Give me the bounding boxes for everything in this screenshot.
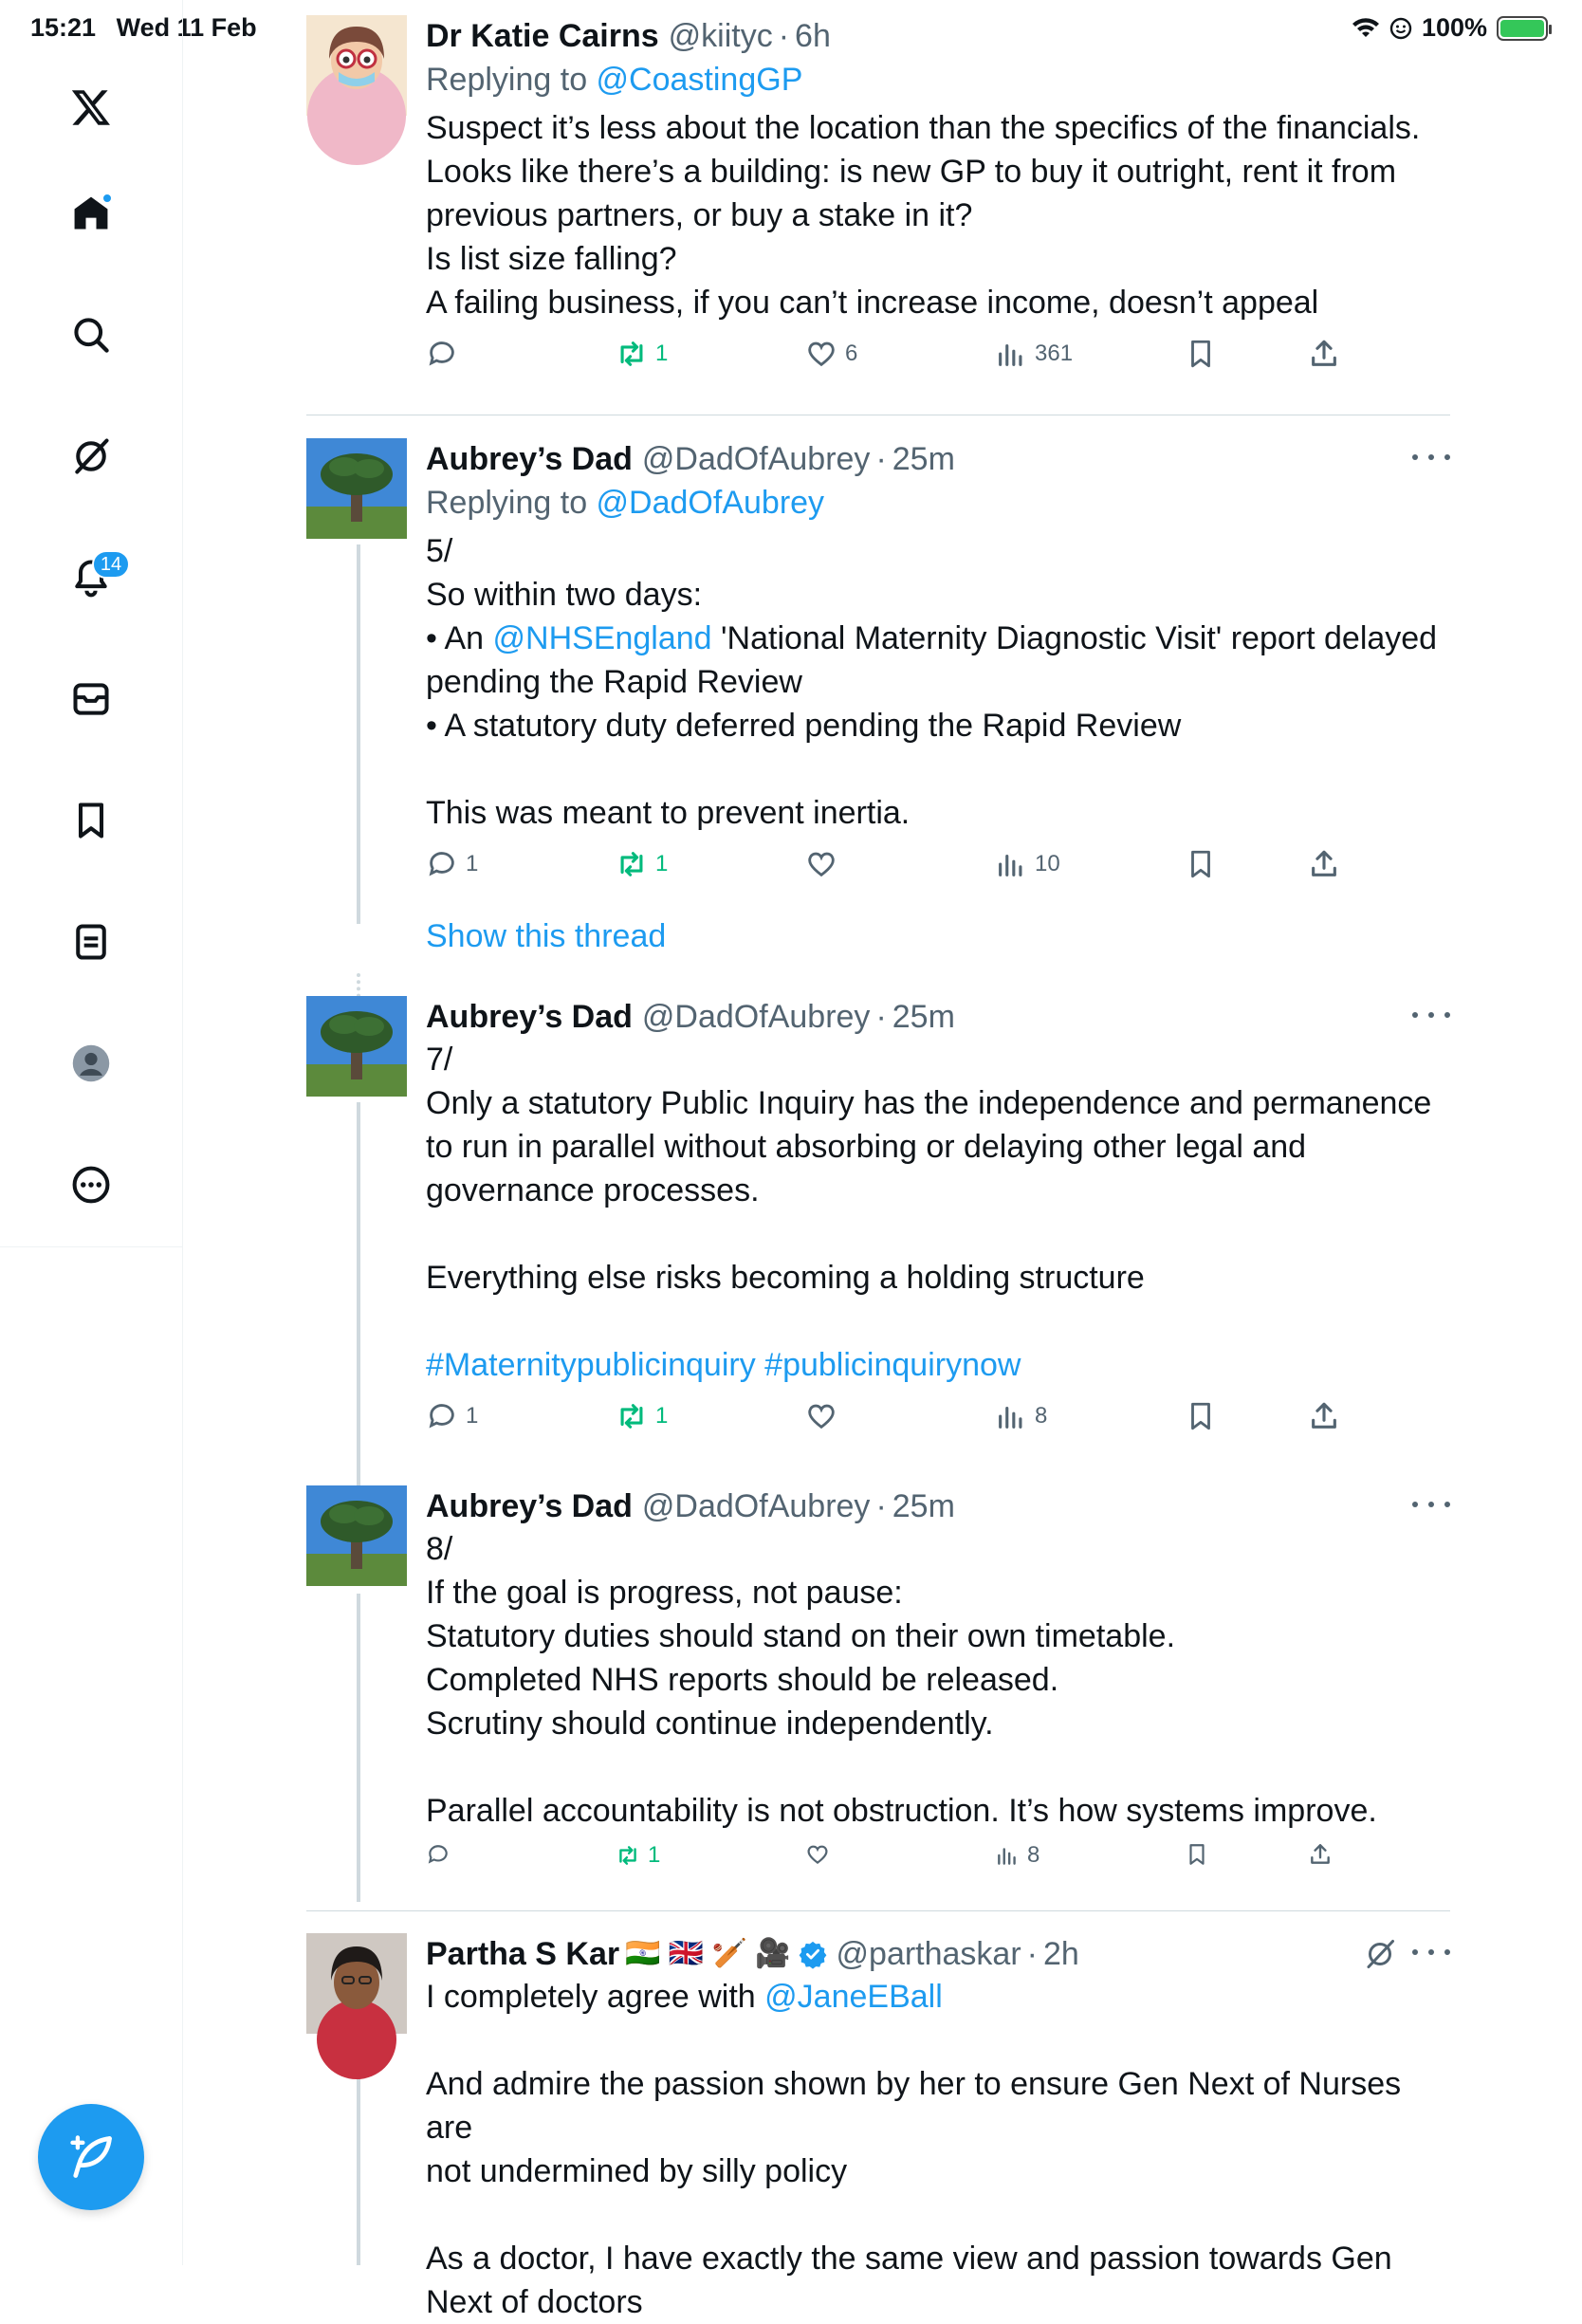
tweet-line: Looks like there’s a building: is new GP to buy it outright, rent it from	[426, 154, 1397, 190]
sidebar-divider	[0, 1246, 183, 1247]
tweet-line: pending the Rapid Review	[426, 664, 802, 700]
reply-button[interactable]	[426, 1400, 478, 1432]
grok-icon[interactable]	[58, 423, 124, 489]
tweet-line: Parallel accountability is not obstruction. It’s how systems improve.	[426, 1793, 1377, 1829]
reply-count: 1	[466, 851, 479, 876]
like-button[interactable]	[805, 848, 845, 880]
thread-line	[357, 1594, 360, 1902]
mention-link[interactable]: @JaneEBall	[764, 1979, 943, 2015]
tweet-text	[426, 106, 1450, 324]
bookmark-icon	[1185, 848, 1217, 880]
share-icon	[1308, 1400, 1340, 1432]
views-icon	[995, 1843, 1020, 1868]
views-icon	[995, 848, 1027, 880]
author-name[interactable]: Dr Katie Cairns	[426, 18, 659, 54]
avatar[interactable]	[306, 1485, 407, 1586]
share-icon	[1308, 848, 1340, 880]
search-icon[interactable]	[58, 302, 124, 368]
heart-icon	[805, 848, 837, 880]
avatar[interactable]	[306, 15, 407, 116]
view-count: 8	[1035, 1403, 1048, 1429]
tweet-line: 7/	[426, 1042, 453, 1078]
views-button[interactable]	[995, 338, 1073, 370]
replying-to	[426, 480, 1450, 526]
tweet-time[interactable]: 2h	[1043, 1936, 1079, 1972]
retweet-button[interactable]	[616, 338, 668, 370]
mention-link[interactable]: @DadOfAubrey	[596, 485, 825, 521]
tweet-line	[426, 1745, 1450, 1789]
tweet-time[interactable]: 25m	[892, 441, 955, 477]
tweet-actions	[426, 338, 1450, 379]
tweet-line: Suspect it’s less about the location than the specifics of the financials.	[426, 110, 1421, 146]
more-options-button[interactable]	[1412, 1493, 1450, 1516]
tweet-line: So within two days:	[426, 577, 703, 613]
tweet-line: previous partners, or buy a stake in it?	[426, 197, 973, 233]
timeline	[183, 0, 1582, 2320]
bookmark-button[interactable]	[1185, 848, 1217, 880]
tweet-line-text: I completely agree with	[426, 1979, 765, 2015]
separator-dot: ·	[1026, 1936, 1038, 1972]
tweet-divider	[306, 1910, 1450, 1911]
tweet-line: Is list size falling?	[426, 241, 677, 277]
compose-feather-icon	[66, 2132, 116, 2182]
bookmark-button[interactable]	[1185, 338, 1217, 370]
retweet-icon	[616, 338, 648, 370]
avatar[interactable]	[306, 438, 407, 539]
verified-badge-icon	[799, 1940, 827, 1968]
home-unread-dot	[101, 193, 113, 204]
author-name[interactable]: Aubrey’s Dad	[426, 1488, 633, 1524]
more-options-button[interactable]	[1412, 446, 1450, 469]
status-date: Wed 11 Feb	[116, 13, 257, 42]
author-name[interactable]: Aubrey’s Dad	[426, 441, 633, 477]
reply-button[interactable]	[426, 1842, 458, 1867]
tweet-line: governance processes.	[426, 1172, 760, 1208]
tweet-line	[426, 1975, 1450, 2019]
grok-icon[interactable]	[1363, 1937, 1397, 1971]
tweet-line: Next of doctors	[426, 2284, 643, 2320]
author-handle[interactable]: @kiityc	[668, 18, 773, 54]
tweet-actions	[426, 1400, 1450, 1442]
more-options-button[interactable]	[1412, 1941, 1450, 1964]
tweet-text	[426, 1527, 1450, 1833]
like-button[interactable]	[805, 1400, 845, 1432]
share-button[interactable]	[1308, 338, 1340, 370]
bookmark-icon	[1185, 338, 1217, 370]
separator-dot: ·	[875, 441, 887, 477]
heart-icon	[805, 338, 837, 370]
tweet-text	[426, 1038, 1450, 1387]
thread-line	[357, 544, 360, 924]
tweet-line: Completed NHS reports should be released.	[426, 1662, 1059, 1698]
heart-icon	[805, 1842, 830, 1867]
tweet-line	[426, 2193, 1450, 2237]
tweet-line: Everything else risks becoming a holding structure	[426, 1260, 1145, 1296]
tweet-actions	[426, 1842, 1450, 1884]
x-logo[interactable]	[58, 74, 124, 140]
retweet-button[interactable]	[616, 1842, 660, 1869]
view-count: 10	[1035, 851, 1060, 876]
reply-icon	[426, 338, 458, 370]
tweet-text	[426, 529, 1450, 835]
more-icon[interactable]	[58, 1152, 124, 1218]
tweet-line: As a doctor, I have exactly the same view and passion towards Gen	[426, 2241, 1392, 2277]
tweet-line	[426, 2019, 1450, 2062]
reply-icon	[426, 1400, 458, 1432]
tweet-line: 8/	[426, 1531, 453, 1567]
profile-icon[interactable]	[58, 1030, 124, 1097]
retweet-count: 1	[655, 341, 669, 366]
tweet-line	[426, 1212, 1450, 1256]
tweet-time[interactable]: 25m	[892, 1488, 955, 1524]
tweet-line-text: 'National Maternity Diagnostic Visit' report delayed	[711, 620, 1438, 656]
tweet-text	[426, 1975, 1450, 2324]
reply-count: 1	[466, 1403, 479, 1429]
battery-percent: 100%	[1421, 13, 1487, 42]
mention-link[interactable]: @CoastingGP	[596, 62, 803, 98]
tweet-time[interactable]: 6h	[795, 18, 831, 54]
show-thread-link[interactable]: Show this thread	[426, 918, 667, 954]
views-button[interactable]	[995, 1842, 1039, 1869]
tweet-line: Statutory duties should stand on their own timetable.	[426, 1618, 1176, 1654]
mention-link[interactable]: @NHSEngland	[492, 620, 712, 656]
reply-button[interactable]	[426, 338, 466, 370]
separator-dot: ·	[875, 999, 887, 1035]
more-options-button[interactable]	[1412, 1004, 1450, 1026]
views-icon	[995, 338, 1027, 370]
bookmarks-icon[interactable]	[58, 787, 124, 854]
retweet-icon	[616, 1400, 648, 1432]
avatar[interactable]	[306, 1933, 407, 2034]
tweet-line: And admire the passion shown by her to ensure Gen Next of Nurses are	[426, 2066, 1402, 2146]
lists-icon[interactable]	[58, 909, 124, 975]
status-time: 15:21	[30, 13, 97, 42]
compose-button[interactable]	[38, 2104, 144, 2210]
retweet-count: 1	[655, 1403, 669, 1429]
tweet-line: to run in parallel without absorbing or delaying other legal and	[426, 1129, 1307, 1165]
views-icon	[995, 1400, 1027, 1432]
bookmark-button[interactable]	[1185, 1842, 1209, 1867]
reply-icon	[426, 1842, 451, 1867]
retweet-count: 1	[648, 1842, 661, 1868]
tweet-line-text: • An	[426, 620, 493, 656]
retweet-button[interactable]	[616, 1400, 668, 1432]
views-button[interactable]	[995, 1400, 1047, 1432]
tweet-line: A failing business, if you can’t increase income, doesn’t appeal	[426, 285, 1319, 321]
bookmark-button[interactable]	[1185, 1400, 1217, 1432]
bookmark-icon	[1185, 1842, 1209, 1867]
bookmark-icon	[1185, 1400, 1217, 1432]
tweet-line: Only a statutory Public Inquiry has the independence and permanence	[426, 1085, 1432, 1121]
replying-to-label: Replying to	[426, 62, 597, 98]
notifications-badge: 14	[92, 550, 130, 579]
author-handle[interactable]: @DadOfAubrey	[641, 999, 871, 1035]
reply-icon	[426, 848, 458, 880]
like-button[interactable]	[805, 338, 857, 370]
tweet-time[interactable]: 25m	[892, 999, 955, 1035]
tweet-line: Scrutiny should continue independently.	[426, 1706, 994, 1742]
thread-line	[357, 1102, 360, 1491]
share-button[interactable]	[1308, 1400, 1340, 1432]
replying-to-label: Replying to	[426, 485, 597, 521]
tweet-line: • A statutory duty deferred pending the Rapid Review	[426, 708, 1182, 744]
view-count: 8	[1027, 1842, 1040, 1868]
tweet-line	[426, 617, 1450, 660]
author-handle[interactable]: @DadOfAubrey	[641, 441, 871, 477]
notifications-icon[interactable]	[58, 544, 124, 611]
heart-icon	[805, 1400, 837, 1432]
retweet-icon	[616, 1843, 640, 1868]
like-count: 6	[845, 341, 858, 366]
share-button[interactable]	[1308, 848, 1340, 880]
replying-to	[426, 57, 1450, 102]
retweet-icon	[616, 848, 648, 880]
author-name[interactable]: Aubrey’s Dad	[426, 999, 633, 1035]
tweet-line	[426, 1300, 1450, 1343]
tweet-line: not undermined by silly policy	[426, 2153, 848, 2189]
tweet-line: 5/	[426, 533, 453, 569]
share-icon	[1308, 1842, 1333, 1867]
tweet-line: This was meant to prevent inertia.	[426, 795, 911, 831]
share-icon	[1308, 338, 1340, 370]
author-handle[interactable]: @DadOfAubrey	[641, 1488, 871, 1524]
separator-dot: ·	[875, 1488, 887, 1524]
author-handle[interactable]: @parthaskar	[836, 1936, 1021, 1972]
retweet-count: 1	[655, 851, 669, 876]
tweet-blank-line	[426, 747, 1450, 791]
separator-dot: ·	[778, 18, 790, 54]
views-button[interactable]	[995, 848, 1060, 880]
sidebar	[0, 0, 183, 2265]
avatar[interactable]	[306, 996, 407, 1097]
author-name[interactable]: Partha S Kar	[426, 1936, 620, 1972]
reply-button[interactable]	[426, 848, 478, 880]
view-count: 361	[1035, 341, 1074, 366]
tweet-actions	[426, 848, 1450, 890]
share-button[interactable]	[1308, 1842, 1333, 1867]
retweet-button[interactable]	[616, 848, 668, 880]
tweet-line: If the goal is progress, not pause:	[426, 1575, 903, 1611]
author-emoji: 🇮🇳 🇬🇧 🏏 🎥	[625, 1938, 791, 1969]
messages-icon[interactable]	[58, 666, 124, 732]
hashtag-links[interactable]: #Maternitypublicinquiry #publicinquirynow	[426, 1347, 1021, 1383]
home-icon[interactable]	[58, 180, 124, 247]
like-button[interactable]	[805, 1842, 837, 1867]
